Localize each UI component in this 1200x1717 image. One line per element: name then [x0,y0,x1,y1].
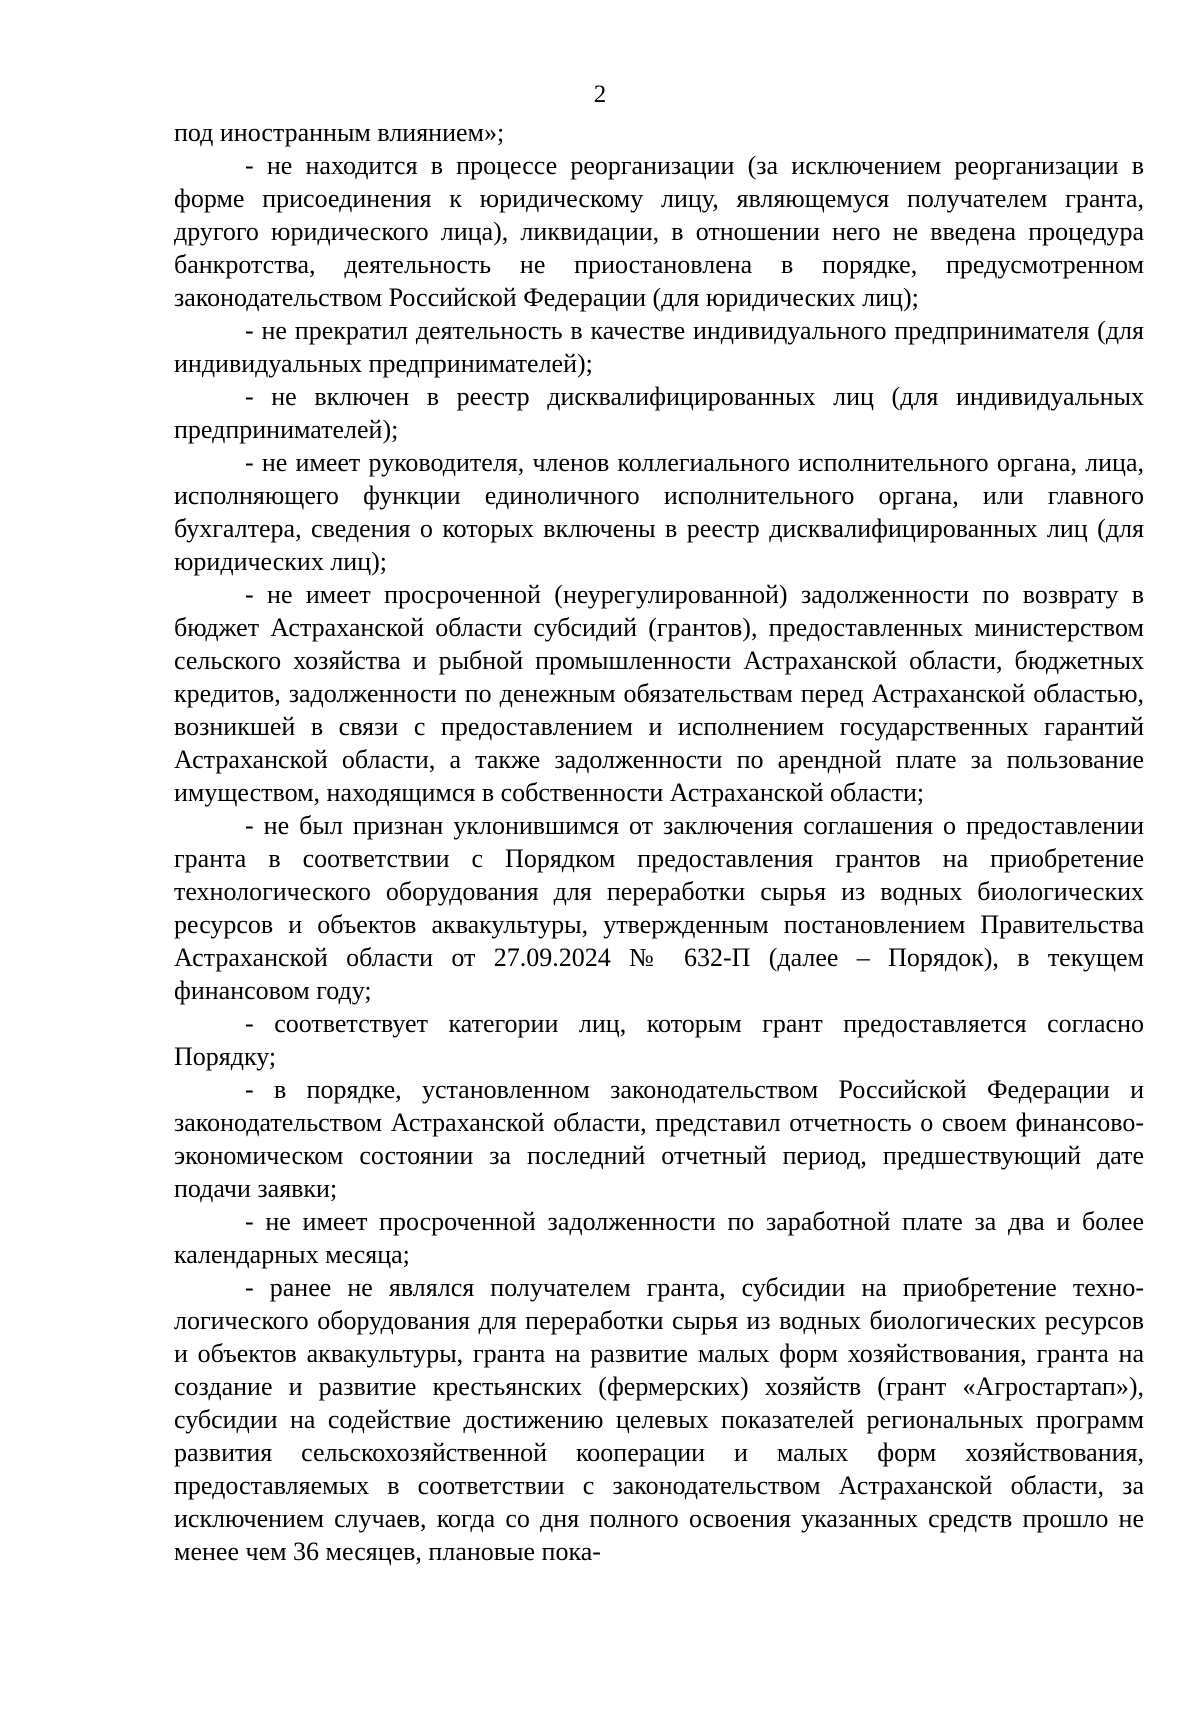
paragraph-entrepreneur-activity: - не прекратил деятельность в качестве индивидуального предпринимателя (для индивидуальных предпринимателей); [174,316,1144,378]
paragraph-debt-to-budget: - не имеет просроченной (неурегулированной) задолженности по возврату в бюджет Астраханской области субсидий (грантов), предоставленных министерством сельского хозяйства и рыбной промышленности Астраханской области, бюджетных кредитов, задолженности по денежным обязательствам перед Астраханской областью, возникшей в связи с предоставлением и исполнением государственных гарантий Астраханской области, а также задолженности по арендной плате за пользование имуществом, находящимся в собственности Астраханской области; [174,580,1144,807]
paragraph-salary-debt: - не имеет просроченной задолженности по заработной плате за два и более календарных месяца; [174,1207,1144,1269]
paragraph-previous-grants: - ранее не являлся получателем гранта, субсидии на приобретение технологического оборудования для переработки сырья из водных биологических ресурсов и объектов аквакультуры, гранта на развитие малых форм хозяйствования, гранта на создание и развитие крестьянских (фермерских) хозяйств (грант «Агростартап»), субсидии на содействие достижению целевых показателей региональных программ развития сельскохозяйственной кооперации и малых форм хозяйствования, предоставляемых в соответствии с законодательством Астраханской области, за исключением случаев, когда со дня полного освоения указанных средств прошло не менее чем 36 месяцев, плановые пока- [174,1273,1144,1566]
paragraph-disqualified-registry: - не включен в реестр дисквалифицированных лиц (для индивидуальных предпринимателей); [174,382,1144,444]
document-body [174,116,1144,1568]
page-number: 2 [593,81,607,108]
paragraph-reorganization: - не находится в процессе реорганизации (за исключением реорганизации в форме присоединения к юридическому лицу, являющемуся получателем гранта, другого юридического лица), ликвидации, в отношении него не введена процедура банкротства, деятельность не приостановлена в порядке, предусмотренном законодательством Российской Федерации (для юридических лиц); [174,151,1144,312]
paragraph-category-compliance: - соответствует категории лиц, которым грант предоставляется согласно Порядку; [174,1009,1144,1071]
paragraph-continuation: под иностранным влиянием»; [174,118,505,147]
paragraph-financial-reporting: - в порядке, установленном законодательством Российской Федерации и законодательством Астраханской области, представил отчетность о своем финансово-экономическом состоянии за последний отчетный период, предшествующий дате подачи заявки; [174,1075,1144,1203]
paragraph-agreement-evasion: - не был признан уклонившимся от заключения соглашения о предоставлении гранта в соответствии с Порядком предоставления грантов на приобретение технологического оборудования для переработки сырья из водных биологических ресурсов и объектов аквакультуры, утвержденным постановлением Правительства Астраханской области от 27.09.2024 № 632-П (далее – Порядок), в текущем финансовом году; [174,811,1144,1005]
paragraph-management-disqualification: - не имеет руководителя, членов коллегиального исполнительного органа, лица, исполняющего функции единоличного исполнительного органа, или главного бухгалтера, сведения о которых включены в реестр дисквалифицированных лиц (для юридических лиц); [174,448,1144,576]
